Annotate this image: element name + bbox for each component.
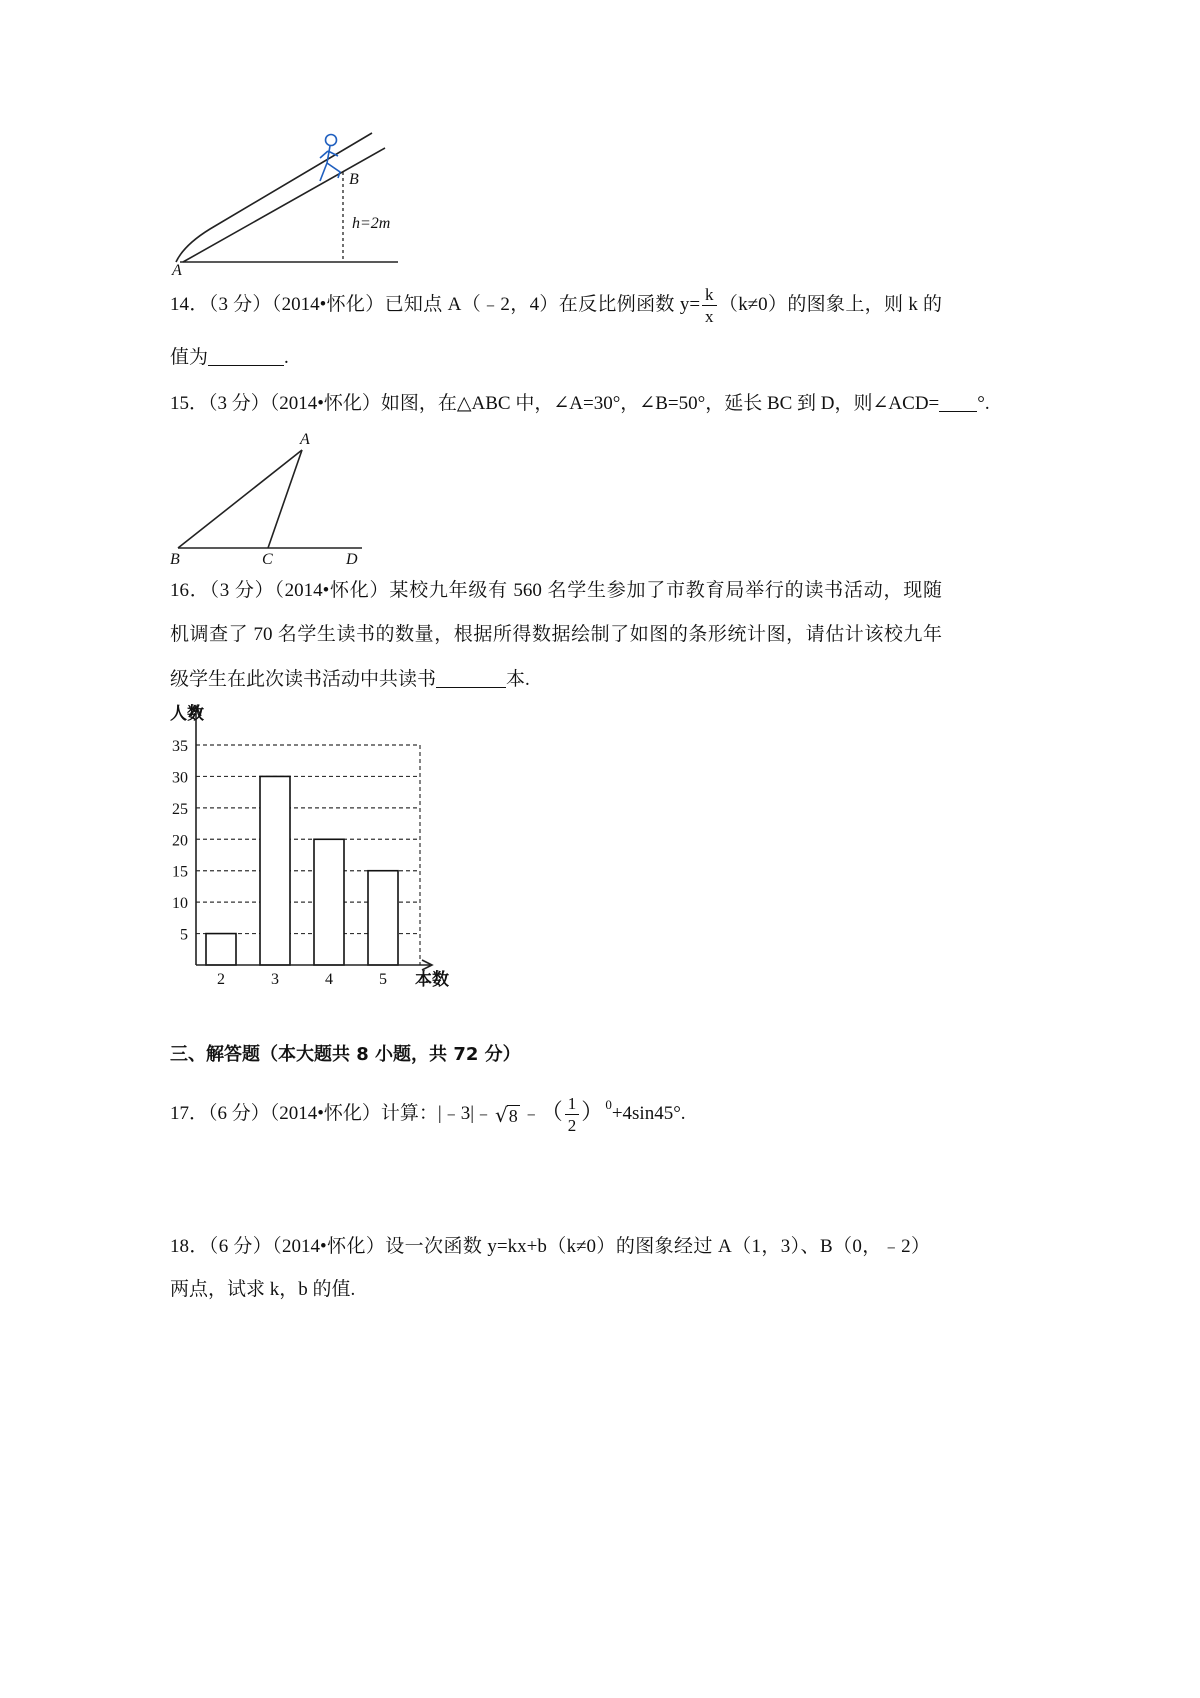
bar-5 xyxy=(368,871,398,965)
q15-text-post: °. xyxy=(977,393,990,414)
q17-frac-den: 2 xyxy=(567,1116,577,1136)
bar-2 xyxy=(206,934,236,965)
bar-3 xyxy=(260,776,290,965)
side-ac xyxy=(268,450,302,548)
q17-line xyxy=(170,1084,686,1135)
y-tick-label: 30 xyxy=(172,769,188,787)
q14-text-pre: 14．（3 分）（2014•怀化）已知点 A（﹣2，4）在反比例函数 y= xyxy=(170,294,701,315)
q14-answer-blank xyxy=(208,347,284,366)
vertex-c-label: C xyxy=(262,551,273,568)
q16-line2: 机调查了 70 名学生读书的数量，根据所得数据绘制了如图的条形统计图，请估计该校九年 xyxy=(170,624,942,645)
q16-line3 xyxy=(170,669,530,690)
radical-sign-icon: √ xyxy=(495,1102,508,1127)
q16-answer-blank xyxy=(436,669,506,688)
height-label: h=2m xyxy=(352,215,391,232)
bar-4 xyxy=(314,839,344,965)
q17-radicand: 8 xyxy=(508,1105,518,1126)
bar-chart xyxy=(160,695,470,995)
q14-line2 xyxy=(170,347,289,368)
section-3-title: 三、解答题（本大题共 8 小题，共 72 分） xyxy=(170,1044,521,1065)
q16-line3-post: 本. xyxy=(506,669,530,690)
q17-fraction xyxy=(565,1095,580,1134)
point-b-label: B xyxy=(349,171,359,188)
x-tick-label: 2 xyxy=(217,971,225,988)
q17-exponent: 0 xyxy=(605,1097,612,1112)
point-a-label: A xyxy=(172,262,182,279)
triangle-figure xyxy=(160,425,380,570)
q15-answer-blank xyxy=(939,393,977,412)
q14-frac-den: x xyxy=(705,307,714,327)
q17-frac-num: 1 xyxy=(565,1095,580,1115)
q16-line3-pre: 级学生在此次读书活动中共读书 xyxy=(170,669,437,690)
y-tick-label: 15 xyxy=(172,863,188,881)
q17-sqrt xyxy=(495,1104,520,1126)
q14-line2-post: . xyxy=(284,347,289,368)
y-tick-label: 35 xyxy=(172,738,188,755)
q14-line1 xyxy=(170,284,942,326)
q14-line2-pre: 值为 xyxy=(170,347,209,368)
x-tick-label: 3 xyxy=(271,971,279,988)
q18-line1: 18．（6 分）（2014•怀化）设一次函数 y=kx+b（k≠0）的图象经过 A（1，3）、B（0，﹣2） xyxy=(170,1236,930,1257)
q14-text-post: （k≠0）的图象上，则 k 的 xyxy=(718,294,942,315)
y-axis-title: 人数 xyxy=(170,704,204,723)
q15-line xyxy=(170,393,990,414)
q17-text-pre: 17．（6 分）（2014•怀化）计算：|﹣3|﹣ xyxy=(170,1103,494,1124)
q17-paren-close: ） xyxy=(581,1099,604,1124)
q16-line1: 16．（3 分）（2014•怀化）某校九年级有 560 名学生参加了市教育局举行的读书活动，现随 xyxy=(170,580,942,601)
side-ba xyxy=(178,450,302,548)
y-tick-label: 25 xyxy=(172,800,188,818)
y-tick-label: 5 xyxy=(180,926,188,944)
q14-fraction xyxy=(702,286,717,325)
x-axis-title: 本数 xyxy=(415,970,449,989)
x-tick-label: 5 xyxy=(379,971,387,988)
q17-text-post: +4sin45°. xyxy=(611,1103,686,1124)
q15-text-pre: 15．（3 分）（2014•怀化）如图，在△ABC 中，∠A=30°，∠B=50°，延长 BC 到 D，则∠ACD= xyxy=(170,393,940,414)
slope-figure xyxy=(160,125,420,280)
q17-paren-open: （ xyxy=(540,1099,563,1124)
ramp-lower-line xyxy=(183,148,385,262)
vertex-b-label: B xyxy=(170,551,180,568)
q18-line2: 两点，试求 k，b 的值. xyxy=(170,1279,356,1300)
y-tick-label: 10 xyxy=(172,895,188,913)
q14-frac-num: k xyxy=(702,286,717,306)
q17-minus: ﹣ xyxy=(521,1103,541,1124)
point-d-label: D xyxy=(346,551,358,568)
vertex-a-label: A xyxy=(300,431,310,448)
x-tick-label: 4 xyxy=(325,971,333,988)
y-tick-label: 20 xyxy=(172,832,188,850)
